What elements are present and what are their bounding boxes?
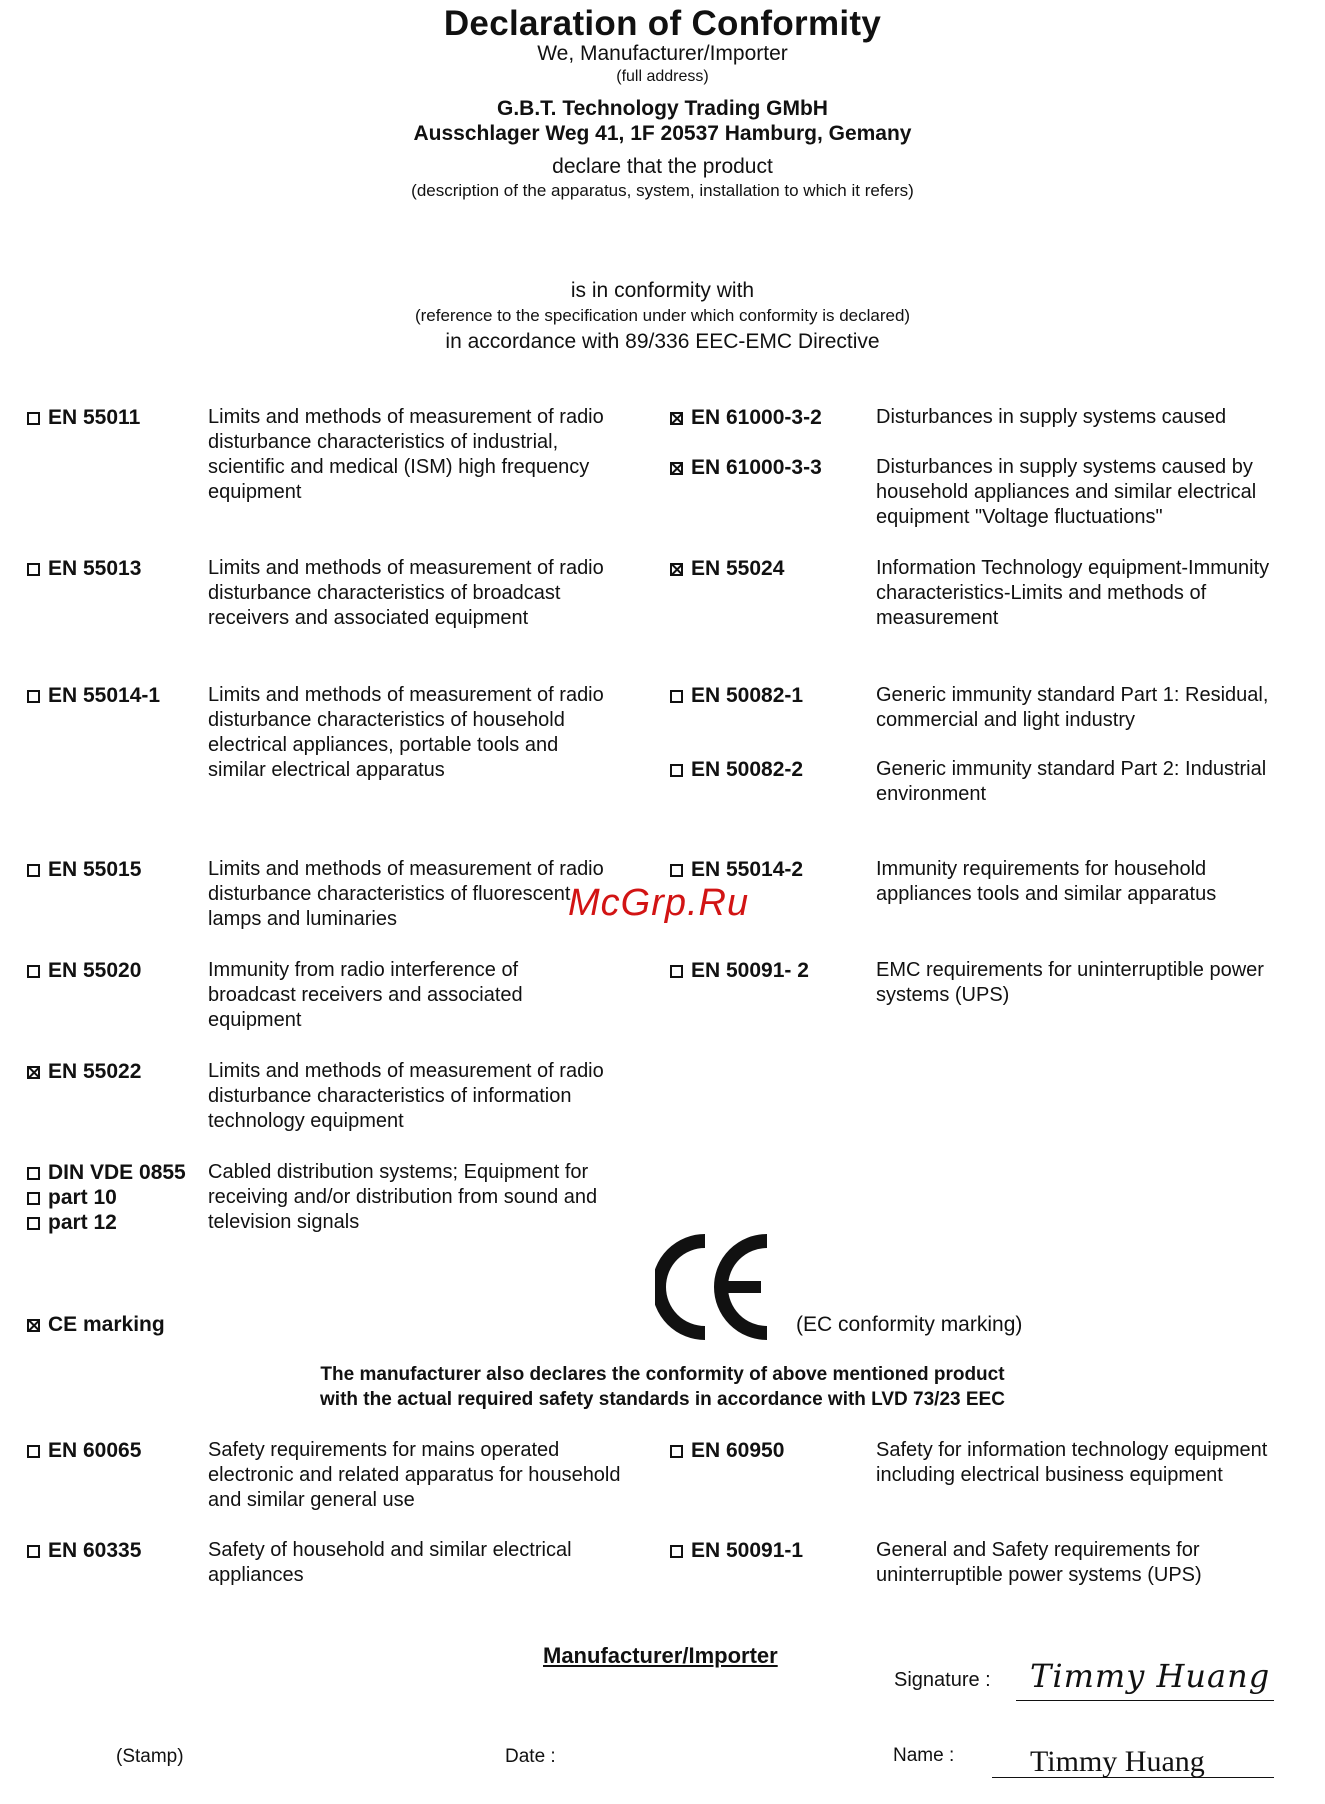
name-value: Timmy Huang [1030,1745,1205,1778]
standard-description: Immunity requirements for household appliances tools and similar apparatus [876,858,1217,905]
date-label: Date : [505,1746,556,1767]
standard-description: Generic immunity standard Part 1: Residual, commercial and light industry [876,684,1269,731]
standard-code: EN 61000-3-3 [670,455,822,480]
checkbox [670,1545,683,1558]
checkbox [27,563,40,576]
footer-title: Manufacturer/Importer [543,1643,778,1668]
standard-description: Disturbances in supply systems caused [876,406,1227,428]
checkbox-checked [27,1319,40,1332]
standard-code: EN 55011 [27,405,140,430]
standard-code: EN 60335 [27,1538,141,1563]
standard-code: EN 60065 [27,1438,141,1463]
checkbox-checked [670,462,683,475]
checkbox [27,1545,40,1558]
directive-line: in accordance with 89/336 EEC-EMC Directive [445,330,880,353]
checkbox [670,864,683,877]
checkbox [27,412,40,425]
checkbox [670,764,683,777]
checkbox [670,965,683,978]
standard-description: Limits and methods of measurement of radio disturbance characteristics of information technology equipment [208,1060,604,1132]
signature-line [1016,1700,1274,1701]
standard-code: EN 55014-1 [27,683,160,708]
standard-code: EN 55014-2 [670,857,803,882]
checkbox [27,1445,40,1458]
standard-description: Generic immunity standard Part 2: Industrial environment [876,758,1267,805]
ce-marking-label: CE marking [27,1312,165,1337]
standard-code: EN 50082-1 [670,683,803,708]
company-address: Ausschlager Weg 41, 1F 20537 Hamburg, Gemany [413,122,912,145]
standard-description: Limits and methods of measurement of radio disturbance characteristics of household electrical appliances, portable tools and similar electrical apparatus [208,684,604,781]
checkbox [670,690,683,703]
company-name: G.B.T. Technology Trading GMbH [497,97,828,120]
standard-description: Limits and methods of measurement of radio disturbance characteristics of industrial, scientific and medical (ISM) high frequency equipment [208,406,604,503]
checkbox [27,1217,40,1230]
standard-description: Safety of household and similar electrical appliances [208,1539,572,1586]
watermark: McGrp.Ru [568,882,750,924]
signature: Timmy Huang [1030,1657,1271,1695]
standard-description: Safety for information technology equipment including electrical business equipment [876,1439,1268,1486]
safety-note-line2: with the actual required safety standards in accordance with LVD 73/23 EEC [320,1389,1005,1410]
checkbox [27,965,40,978]
full-address-note: (full address) [616,68,709,85]
standard-description: Safety requirements for mains operated electronic and related apparatus for household and similar general use [208,1439,621,1511]
standard-code: EN 55022 [27,1059,141,1084]
checkbox-checked [670,412,683,425]
standard-description: Disturbances in supply systems caused by household appliances and similar electrical equipment "Voltage fluctuations" [876,456,1257,528]
standard-code: EN 50082-2 [670,757,803,782]
checkbox [27,1192,40,1205]
checkbox [670,1445,683,1458]
checkbox-checked [27,1066,40,1079]
name-line [992,1777,1274,1778]
standard-code: DIN VDE 0855 [27,1160,186,1185]
standard-code: EN 61000-3-2 [670,405,822,430]
checkbox [27,690,40,703]
stamp-label: (Stamp) [116,1746,184,1767]
standard-code: part 10 [27,1185,117,1210]
standard-description: Cabled distribution systems; Equipment for receiving and/or distribution from sound and television signals [208,1161,598,1233]
ce-caption: (EC conformity marking) [796,1313,1023,1336]
standard-code: EN 55024 [670,556,784,581]
reference-note: (reference to the specification under which conformity is declared) [414,306,911,325]
standard-code: EN 60950 [670,1438,784,1463]
conformity-line: is in conformity with [570,279,755,302]
standard-code: part 12 [27,1210,117,1235]
standard-description: Limits and methods of measurement of radio disturbance characteristics of fluorescent lamps and luminaries [208,858,604,930]
name-label: Name : [893,1745,955,1766]
standard-description: Limits and methods of measurement of radio disturbance characteristics of broadcast receivers and associated equipment [208,557,604,629]
ce-mark-icon [655,1233,775,1341]
standard-code: EN 55020 [27,958,141,983]
safety-note-line1: The manufacturer also declares the conformity of above mentioned product [320,1364,1005,1385]
checkbox-checked [670,563,683,576]
standard-code: EN 55013 [27,556,141,581]
description-note: (description of the apparatus, system, installation to which it refers) [411,181,914,200]
standard-description: Immunity from radio interference of broadcast receivers and associated equipment [208,959,523,1031]
standard-description: General and Safety requirements for uninterruptible power systems (UPS) [876,1539,1202,1586]
declare-line: declare that the product [552,155,773,178]
standard-description: EMC requirements for uninterruptible power systems (UPS) [876,959,1264,1006]
checkbox [27,864,40,877]
document-title: Declaration of Conformity [443,4,882,43]
manufacturer-line: We, Manufacturer/Importer [537,42,788,65]
standard-description: Information Technology equipment-Immunity characteristics-Limits and methods of measurement [876,557,1270,629]
checkbox [27,1167,40,1180]
standard-code: EN 50091-1 [670,1538,803,1563]
standard-code: EN 50091- 2 [670,958,809,983]
standard-code: EN 55015 [27,857,141,882]
signature-label: Signature : [894,1669,991,1691]
